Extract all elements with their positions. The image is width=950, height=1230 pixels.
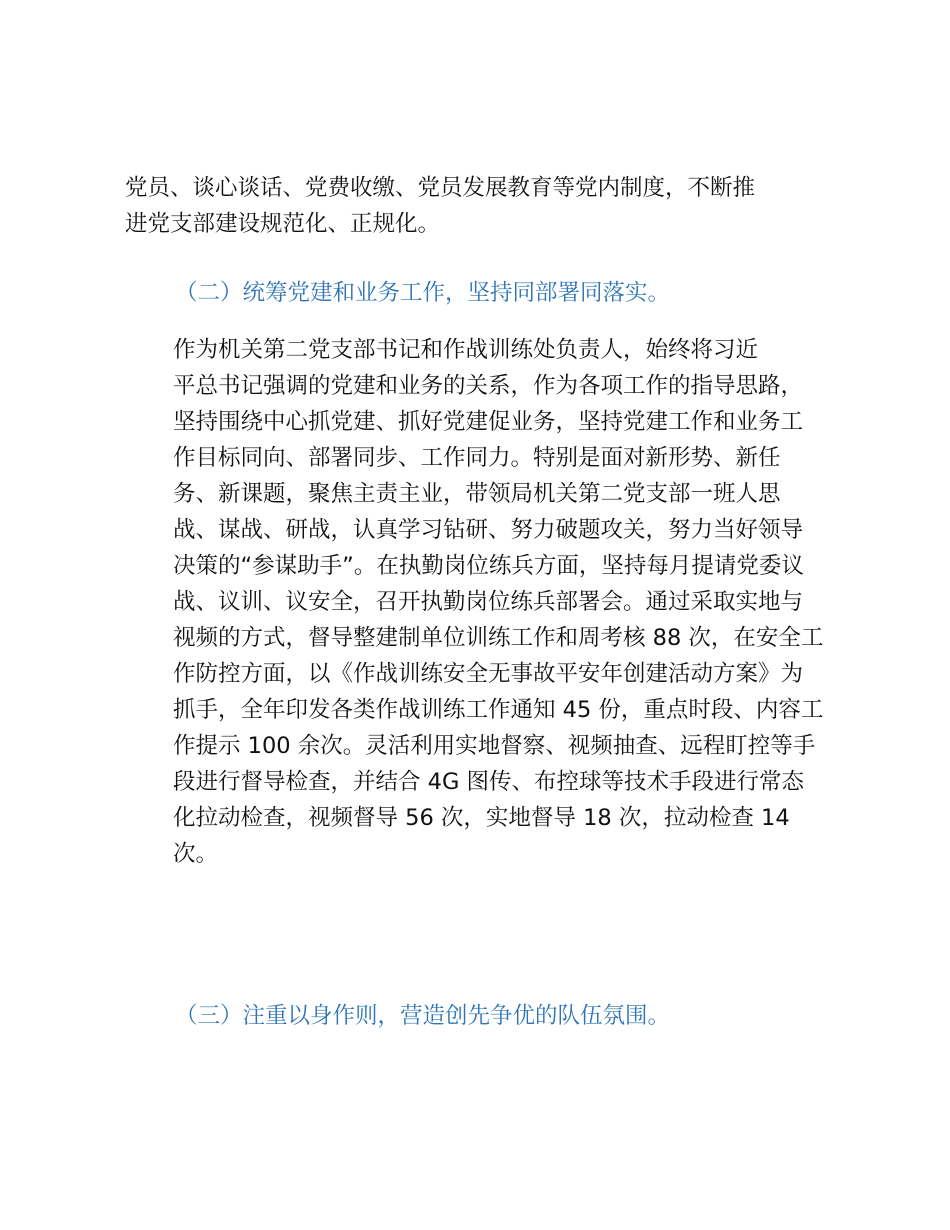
text-line: 平总书记强调的党建和业务的关系，作为各项工作的指导思路， bbox=[173, 373, 804, 399]
text-line: 战、谋战、研战，认真学习钻研、努力破题攻关，努力当好领导 bbox=[173, 517, 804, 543]
paragraph-party-system bbox=[125, 170, 835, 242]
section-heading-2: （二）统筹党建和业务工作，坚持同部署同落实。 bbox=[175, 280, 671, 306]
section-heading-3: （三）注重以身作则，营造创先争优的队伍氛围。 bbox=[175, 1003, 671, 1029]
text-line: 进党支部建设规范化、正规化。 bbox=[125, 211, 441, 237]
text-line: 作目标同向、部署同步、工作同力。特别是面对新形势、新任 bbox=[173, 445, 781, 471]
text-line: 作防控方面，以《作战训练安全无事故平安年创建活动方案》为 bbox=[173, 661, 804, 687]
text-line: 抓手，全年印发各类作战训练工作通知 45 份，重点时段、内容工 bbox=[173, 697, 824, 723]
text-line: 战、议训、议安全，召开执勤岗位练兵部署会。通过采取实地与 bbox=[173, 589, 804, 615]
text-line: 党员、谈心谈话、党费收缴、党员发展教育等党内制度，不断推 bbox=[125, 175, 756, 201]
text-line: 作提示 100 余次。灵活利用实地督察、视频抽查、远程盯控等手 bbox=[173, 733, 816, 759]
text-line: 化拉动检查，视频督导 56 次，实地督导 18 次，拉动检查 14 bbox=[173, 805, 790, 831]
text-line: 坚持围绕中心抓党建、抓好党建促业务，坚持党建工作和业务工 bbox=[173, 409, 804, 435]
text-line: 务、新课题，聚焦主责主业，带领局机关第二党支部一班人思 bbox=[173, 481, 781, 507]
paragraph-party-building-work bbox=[125, 332, 835, 872]
text-line: 作为机关第二党支部书记和作战训练处负责人，始终将习近 bbox=[173, 337, 759, 363]
text-line: 视频的方式，督导整建制单位训练工作和周考核 88 次，在安全工 bbox=[173, 625, 824, 651]
text-line: 段进行督导检查，并结合 4G 图传、布控球等技术手段进行常态 bbox=[173, 769, 805, 795]
text-line: 次。 bbox=[173, 841, 219, 867]
text-line: 决策的“参谋助手”。在执勤岗位练兵方面，坚持每月提请党委议 bbox=[173, 553, 804, 579]
